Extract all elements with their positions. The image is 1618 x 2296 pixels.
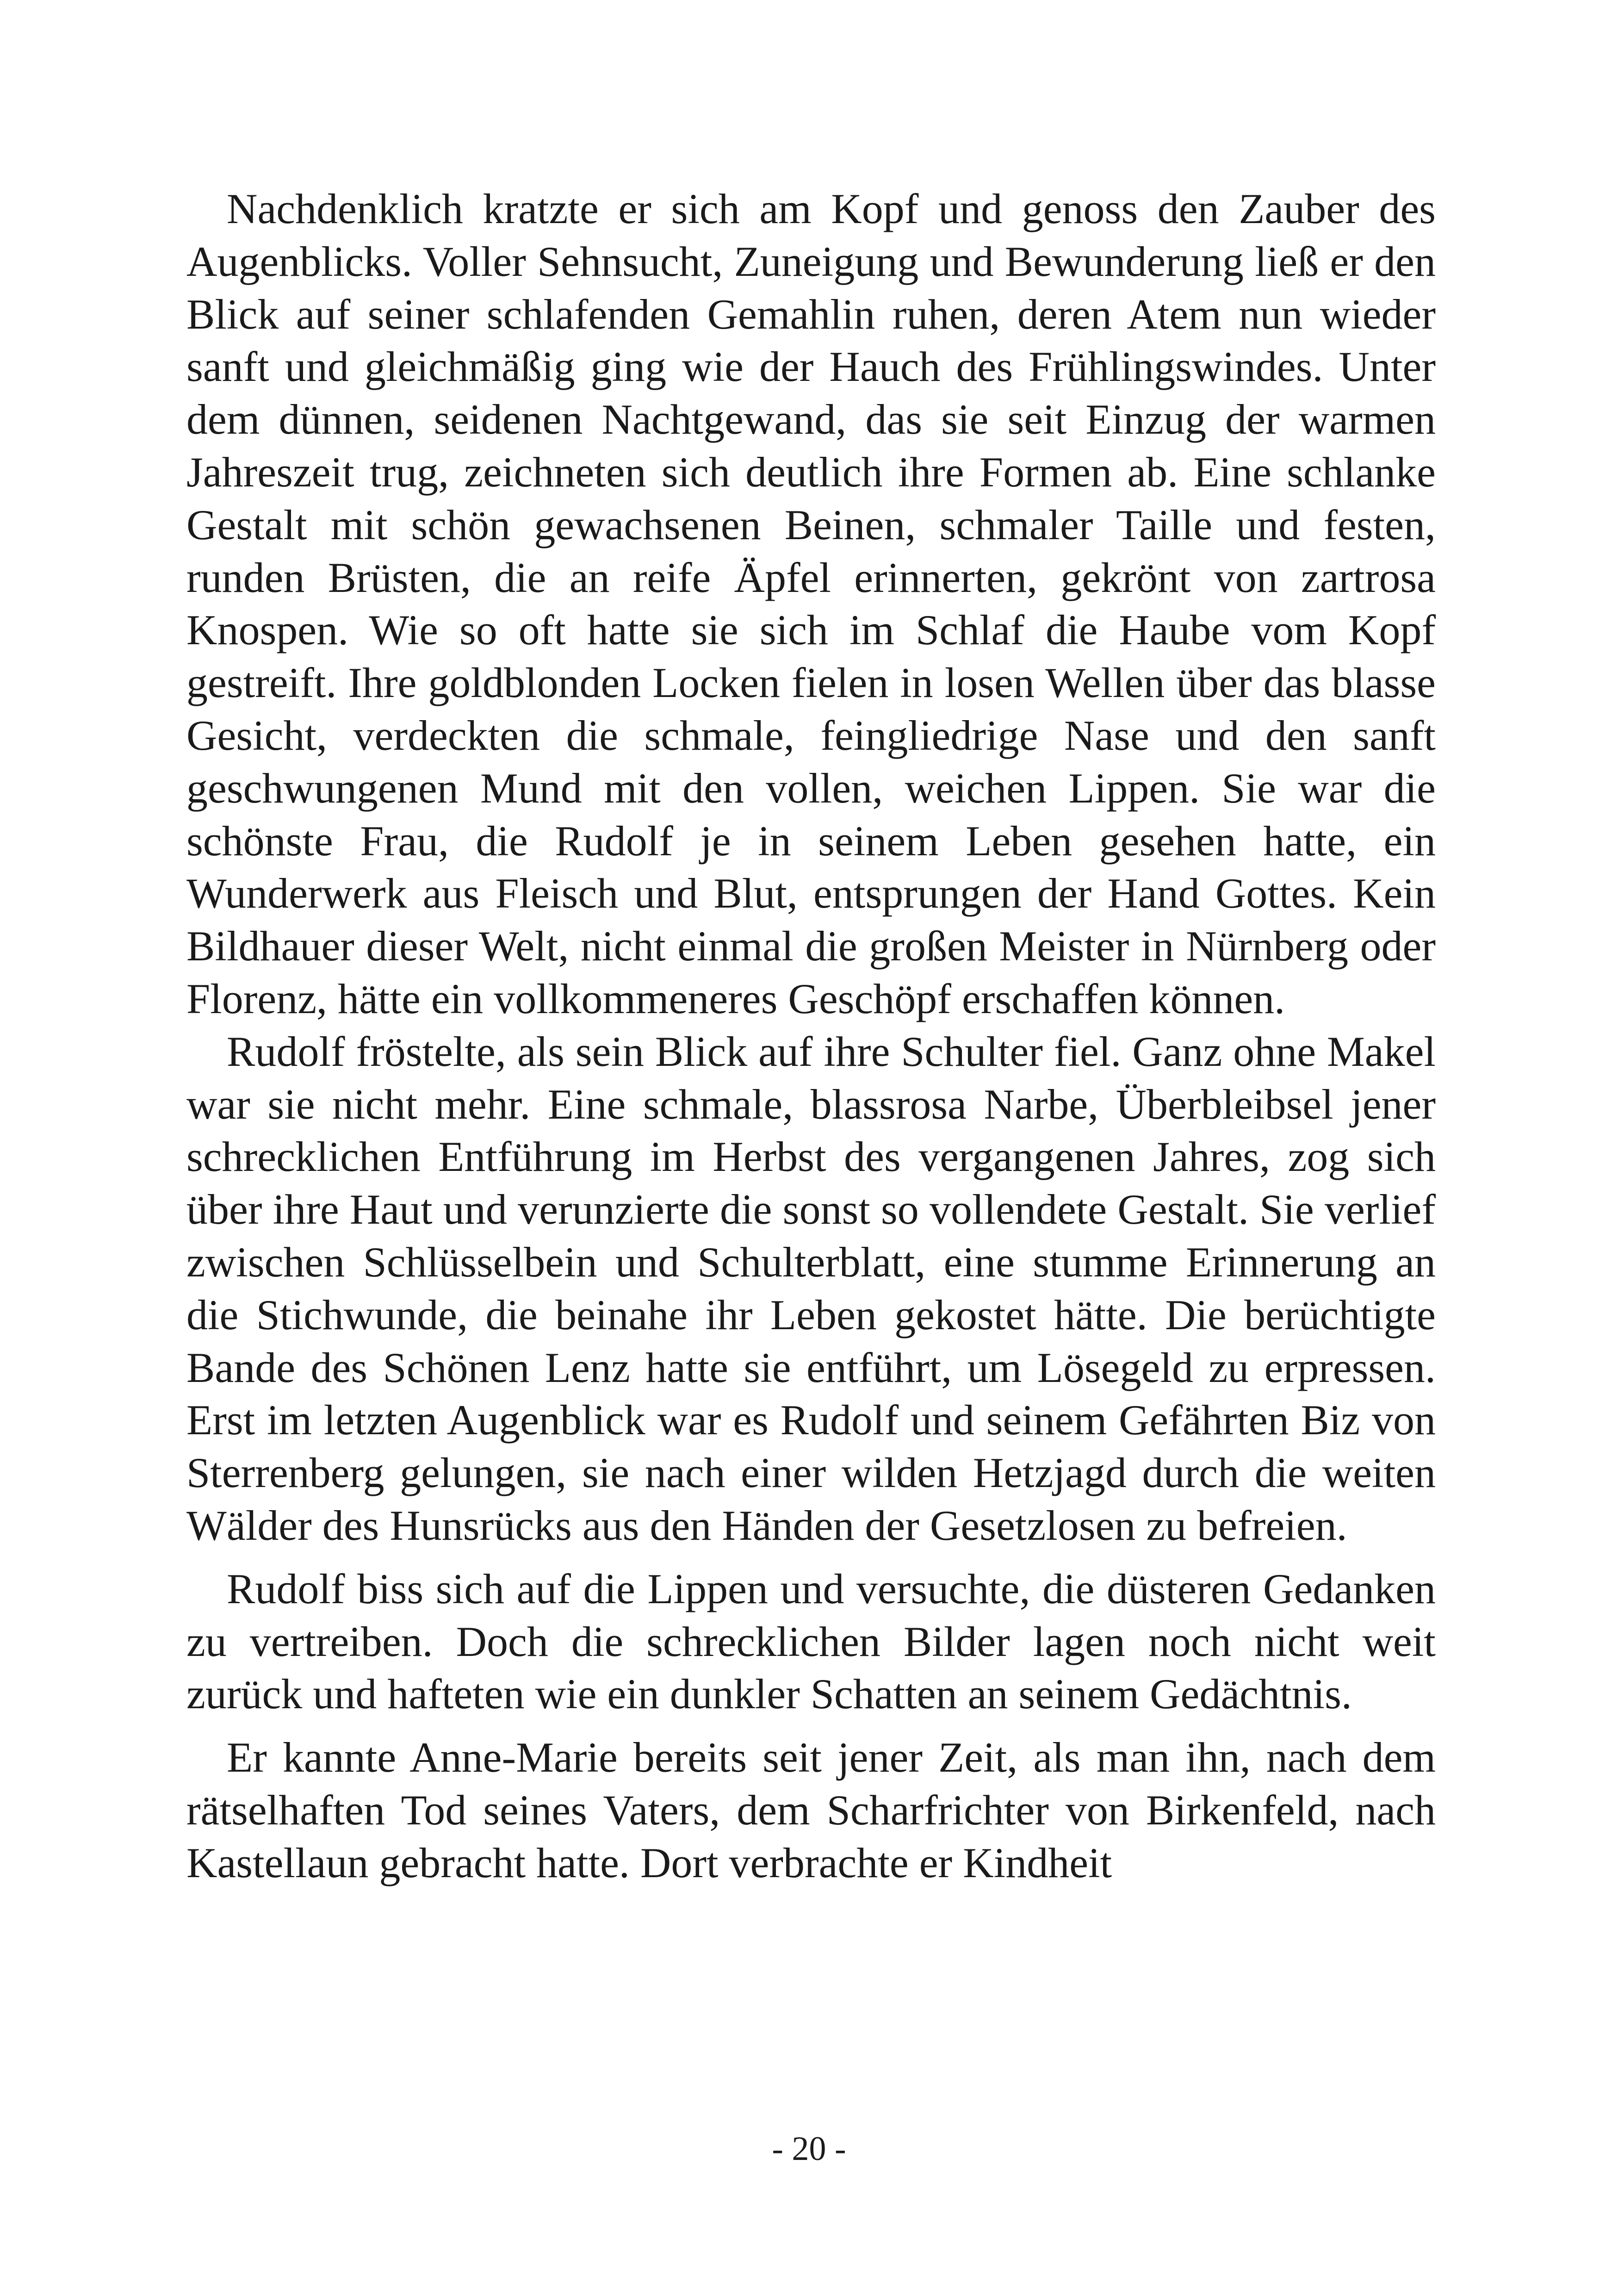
body-text [186, 183, 1436, 1890]
page-number: - 20 - [772, 2130, 846, 2168]
paragraph: Er kannte Anne-Marie bereits seit jener Zeit, als man ihn, nach dem rätselhaften Tod seines Vaters, dem Scharfrichter von Birkenfeld, nach Kastellaun gebracht hatte. Dort verbrachte er Kindheit [186, 1734, 1436, 1886]
paragraph: Nachdenklich kratzte er sich am Kopf und genoss den Zauber des Augenblicks. Voller Sehnsucht, Zuneigung und Bewunderung ließ er den Blick auf seiner schlafenden Gemahlin ruhen, deren Atem nun wieder sanft und gleichmäßig ging wie der Hauch des Frühlingswindes. Unter dem dünnen, seidenen Nachtgewand, das sie seit Einzug der warmen Jahreszeit trug, zeichneten sich deutlich ihre Formen ab. Eine schlanke Gestalt mit schön gewachsenen Beinen, schmaler Taille und festen, runden Brüsten, die an reife Äpfel erinnerten, gekrönt von zartrosa Knospen. Wie so oft hatte sie sich im Schlaf die Haube vom Kopf gestreift. Ihre goldblonden Locken fielen in losen Wellen über das blasse Gesicht, verdeckten die schmale, feingliedrige Nase und den sanft geschwungenen Mund mit den vollen, weichen Lippen. Sie war die schönste Frau, die Rudolf je in seinem Leben gesehen hatte, ein Wunderwerk aus Fleisch und Blut, entsprungen der Hand Gottes. Kein Bildhauer dieser Welt, nicht einmal die großen Meister in Nürnberg oder Florenz, hätte ein vollkommeneres Geschöpf erschaffen können. [186, 185, 1436, 1022]
paragraph: Rudolf biss sich auf die Lippen und versuchte, die düsteren Gedanken zu vertreiben. Doch die schrecklichen Bilder lagen noch nicht weit zurück und hafteten wie ein dunkler Schatten an seinem Gedächtnis. [186, 1565, 1436, 1718]
paragraph: Rudolf fröstelte, als sein Blick auf ihre Schulter fiel. Ganz ohne Makel war sie nicht mehr. Eine schmale, blassrosa Narbe, Überbleibsel jener schrecklichen Entführung im Herbst des vergangenen Jahres, zog sich über ihre Haut und verunzierte die sonst so vollendete Gestalt. Sie verlief zwischen Schlüsselbein und Schulterblatt, eine stumme Erinnerung an die Stichwunde, die beinahe ihr Leben gekostet hätte. Die berüchtigte Bande des Schönen Lenz hatte sie entführt, um Lösegeld zu erpressen. Erst im letzten Augenblick war es Rudolf und seinem Gefährten Biz von Sterrenberg gelungen, sie nach einer wilden Hetzjagd durch die weiten Wälder des Hunsrücks aus den Händen der Gesetzlosen zu befreien. [186, 1027, 1436, 1549]
